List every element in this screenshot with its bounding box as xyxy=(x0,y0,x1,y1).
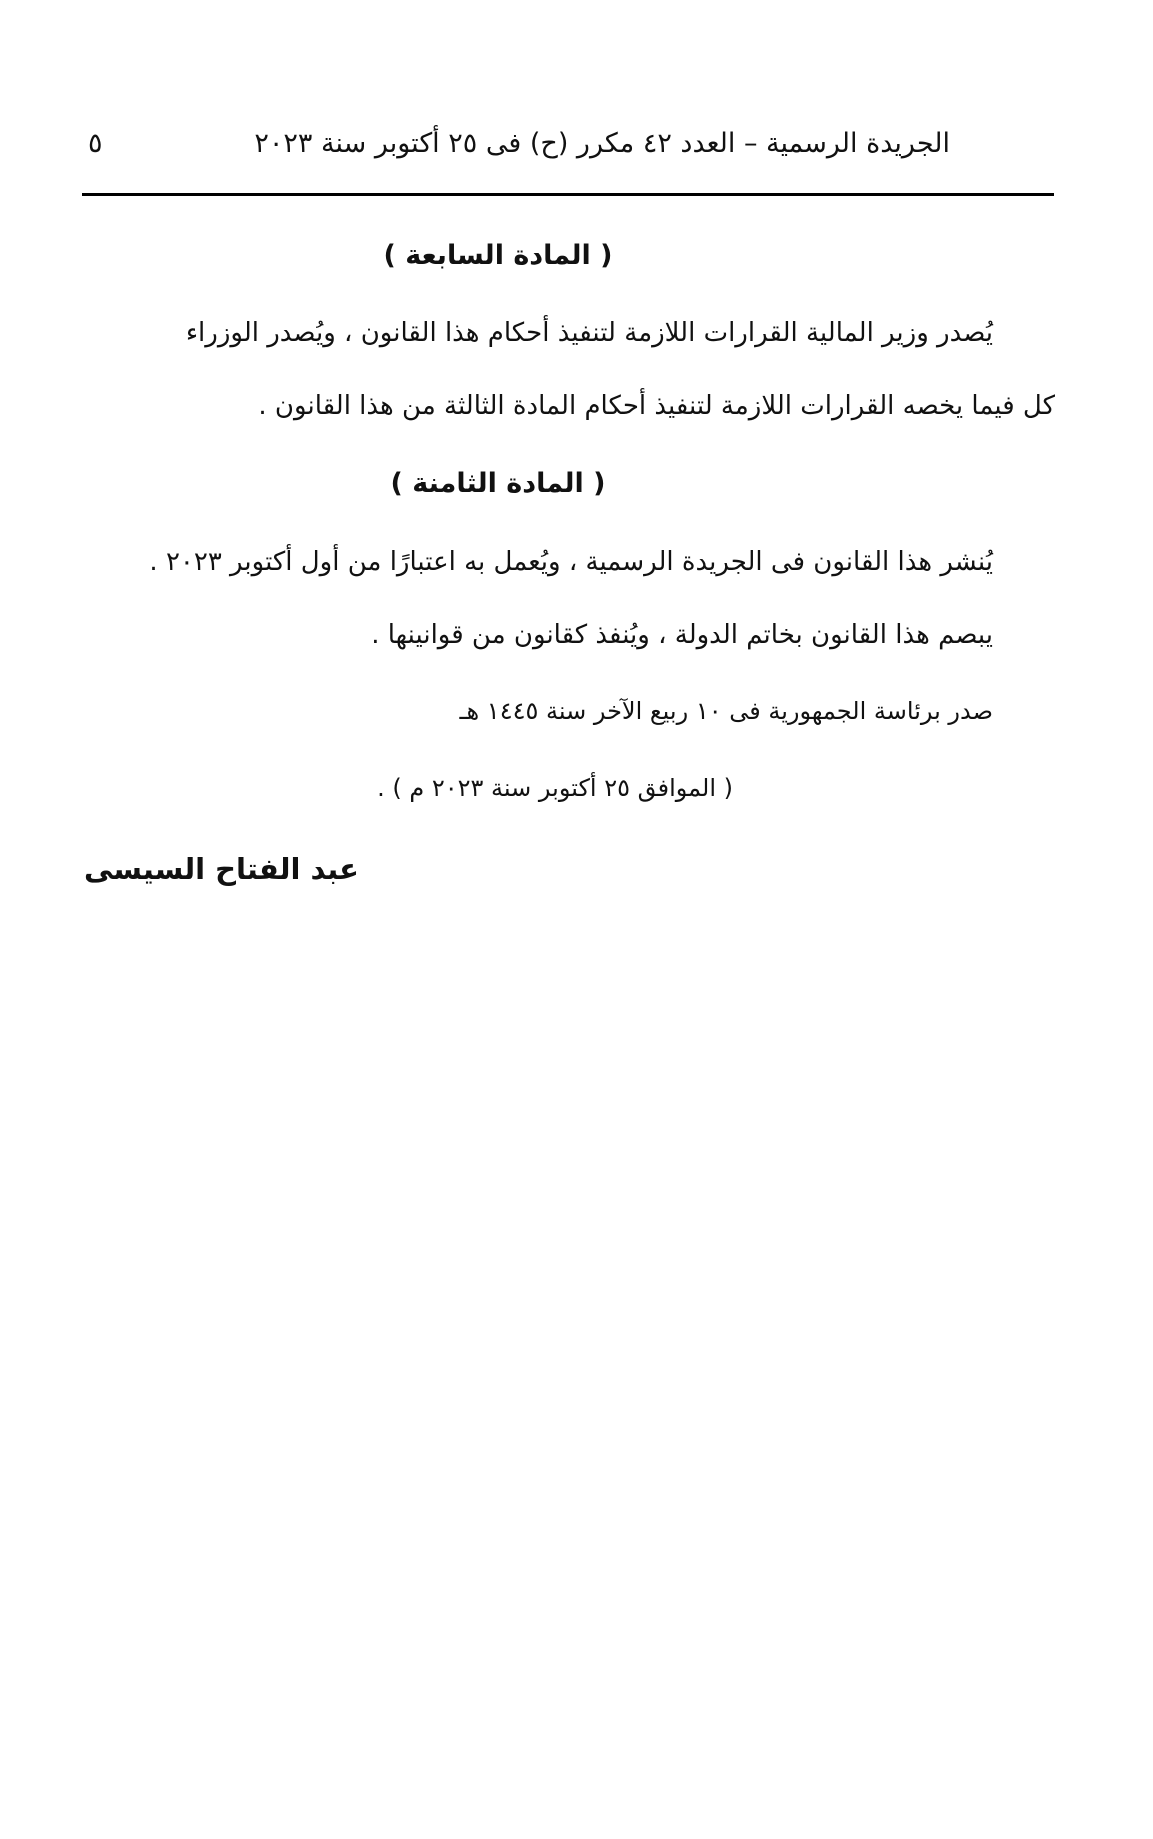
seal-statement: يبصم هذا القانون بخاتم الدولة ، ويُنفذ كقانون من قوانينها . xyxy=(371,620,993,650)
article-eight-line-1: يُنشر هذا القانون فى الجريدة الرسمية ، ويُعمل به اعتبارًا من أول أكتوبر ٢٠٢٣ . xyxy=(149,547,993,577)
article-seven-line-2: كل فيما يخصه القرارات اللازمة لتنفيذ أحكام المادة الثالثة من هذا القانون . xyxy=(258,391,1055,421)
issued-statement: صدر برئاسة الجمهورية فى ١٠ ربيع الآخر سنة ١٤٤٥ هـ xyxy=(459,697,993,725)
article-seven-line-1: يُصدر وزير المالية القرارات اللازمة لتنفيذ أحكام هذا القانون ، ويُصدر الوزراء xyxy=(185,318,993,348)
corresponding-date: ( الموافق ٢٥ أكتوبر سنة ٢٠٢٣ م ) . xyxy=(377,774,733,802)
page-header xyxy=(82,128,1052,174)
page-number: ٥ xyxy=(88,128,103,159)
president-signature: عبد الفتاح السيسى xyxy=(84,852,359,886)
header-divider xyxy=(82,193,1054,196)
article-seven-heading: ( المادة السابعة ) xyxy=(383,240,613,271)
gazette-header-title: الجريدة الرسمية – العدد ٤٢ مكرر (ح) فى ٢٥ أكتوبر سنة ٢٠٢٣ xyxy=(254,128,950,159)
article-eight-heading: ( المادة الثامنة ) xyxy=(390,468,606,499)
